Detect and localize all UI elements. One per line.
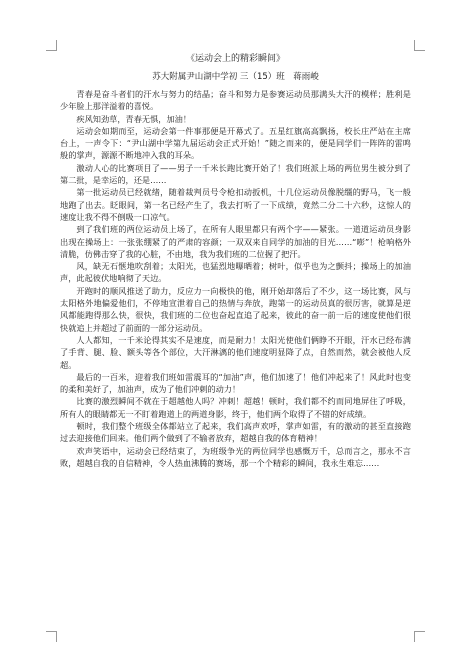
paragraph: 第一批运动员已经就绪，随着裁判员号令枪扣动扳机，十几位运动员像脱缰的野马，飞一般地跑了出去。眨眼间，第一名已经产生了，我去打听了一下成绩，竟然二分二十六秒，这惊人的速度让我不得不倒吸一口凉气。 (60, 187, 411, 222)
paragraph: 人人都知，一千米论得其实不是速度，而是耐力！太阳光使他们俩睁不开眼，汗水已经布满了手背、腿、脸、额头等各个部位，大汗淋漓的他们速度明显降了点，自然而然，就会被他人反超。 (60, 334, 411, 370)
paragraph: 风，缺无石惬地吹刮着；太阳光，也猛烈地曝晒着；树叶，似乎也为之颤抖；操场上的加油声，此起彼伏地响彻了天边。 (60, 261, 411, 284)
paragraph: 开跑时的顺风推送了助力，反应力一向极快的他，刚开始却落后了不少，这一场比赛，风与太阳格外地偏爱他们，不停地宣泄着自己的热情与奔放，跑第一的运动员真的很厉害，就算是逆风都能跑得那么快，很快，我们班的二位也奋起直追了起来，彼此的奋一前一后的速度使他们很快就追上并超过了前面的一部分运动员。 (60, 285, 411, 333)
document-title: 《运动会上的精彩瞬间》 (185, 54, 285, 64)
document-byline: 苏大附属尹山湖中学初 三（15）班 蒋雨峻 (152, 72, 319, 82)
paragraph: 顿时，我们整个班级全体都站立了起来，我们高声欢呼，掌声如雷，有的激动的甚至直接跑过去迎接他们回来。他们两个做到了不输者放弃，超越自我的体育精神！ (60, 421, 411, 444)
paragraph: 激动人心的比赛项目了——男子一千米长跑比赛开始了！我们班派上场的两位男生被分到了第二批，是幸运的，还是…… (60, 162, 411, 186)
page-corner-mark (46, 40, 57, 51)
paragraph: 运动会如期而至，运动会第一件事那便是开幕式了。五星红旗高高飘扬，校长庄严站在主席台上，一声令下：“尹山湖中学第九届运动会正式开始！”随之而来的，便是同学们一阵阵的雷鸣般的掌声，源源不断地冲入我的耳朵。 (60, 125, 411, 161)
paragraph: 疾风知劲草，青春无惧，加油！ (76, 113, 192, 124)
page-corner-mark (414, 40, 425, 51)
paragraph: 欢声笑语中，运动会已经结束了，为班级争光的两位同学也感慨万千，总而言之，那永不言败，超越自我的自信精神，令人热血沸腾的赛场，那一个个精彩的瞬间，我永生难忘…… (60, 445, 411, 468)
paragraph: 青春是奋斗者们的汗水与努力的结晶；奋斗和努力是参赛运动员那满头大汗的模样；胜利是少年脸上那洋溢着的喜悦。 (60, 89, 411, 112)
paragraph: 最后的一百米，迎着我们班如雷震耳的“加油”声，他们加速了！他们冲起来了！风此时也变的柔和美好了，加油声，成为了他们冲刺的动力！ (60, 371, 411, 395)
paragraph: 到了我们班的两位运动员上场了，在所有人眼里都只有两个字——紧张。一道道运动员身影出现在操场上：一张张绷紧了的严肃的容颜；一双双来自同学的加油的目光……“嘭”！枪响格外清脆，仿佛击穿了我的心脏，不由地，我为我们班的二位握了把汗。 (60, 224, 411, 259)
page-corner-mark (46, 631, 57, 642)
paragraph: 比赛的激烈瞬间不就在于超越他人吗？冲刺！超越！顿时，我们都不约而同地屏住了呼吸，所有人的眼睛都无一不盯着跑道上的两道身影，终于，他们两个取得了不错的好成绩。 (60, 396, 411, 419)
page-corner-mark (414, 631, 425, 642)
